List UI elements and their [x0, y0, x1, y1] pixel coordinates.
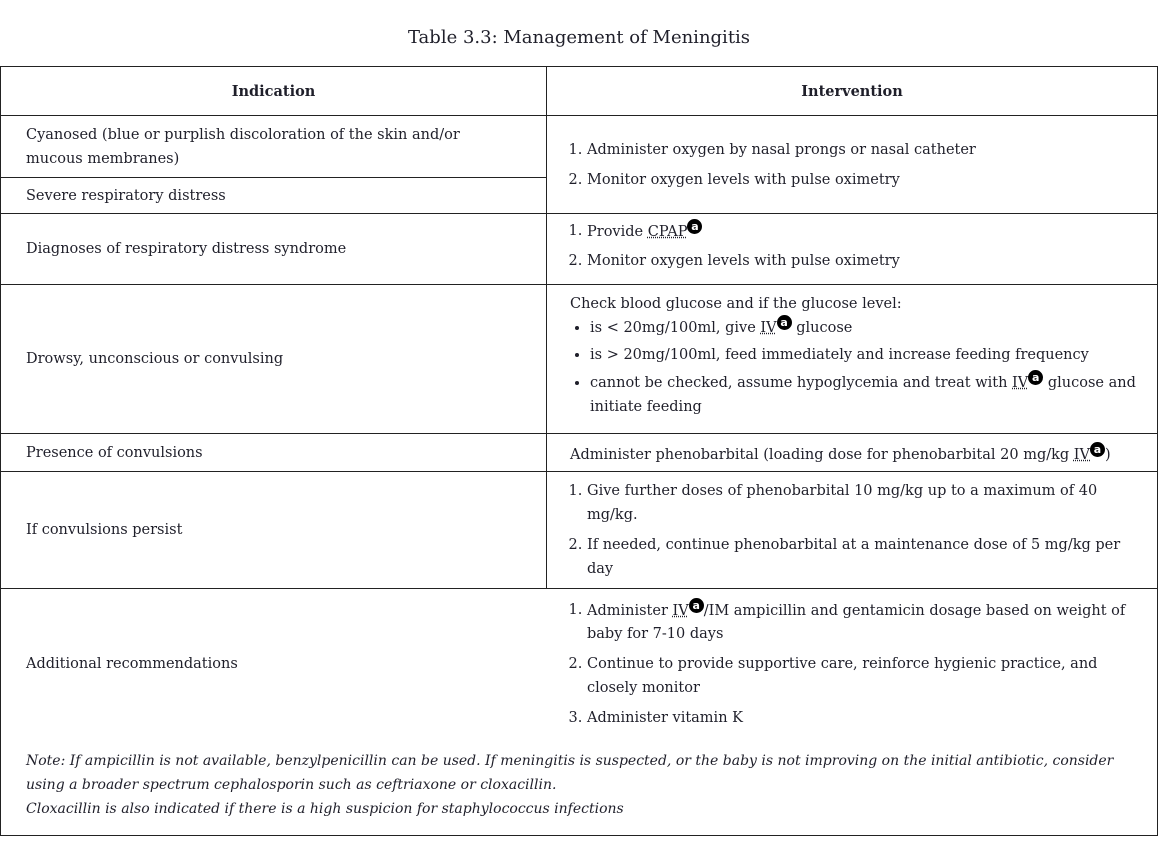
table-row: [1, 115, 1157, 213]
step: 3. Administer vitamin K: [587, 706, 1137, 730]
table-row: [1, 471, 1157, 588]
iv-abbr[interactable]: IV: [1012, 374, 1029, 391]
iv-abbr[interactable]: IV: [760, 320, 777, 336]
step: 1. Give further doses of phenobarbital 10 mg/kg up to a maximum of 40 mg/kg.: [587, 479, 1127, 527]
note-text: Note: If ampicillin is not available, benzylpenicillin can be used. If meningitis is suspected, or the baby is not improving on the initial antibiotic, consider using a broader spectrum cephalosporin such as ceftriaxone or cloxacillin.: [26, 753, 1114, 793]
indication-cell: Severe respiratory distress: [26, 187, 226, 204]
indication-cell: Diagnoses of respiratory distress syndrome: [1, 214, 547, 284]
step: 2. Monitor oxygen levels with pulse oximetry: [587, 168, 1157, 192]
header-intervention: Intervention: [801, 82, 903, 100]
table-row: [1, 588, 1157, 739]
badge-icon[interactable]: a: [1090, 442, 1105, 457]
indication-cell: Presence of convulsions: [1, 434, 547, 471]
indication-cell: Additional recommendations: [26, 656, 238, 672]
indication-cell: Drowsy, unconscious or convulsing: [1, 285, 547, 433]
badge-icon[interactable]: a: [689, 598, 704, 613]
step: 1. Administer oxygen by nasal prongs or nasal catheter: [587, 138, 1157, 162]
table-note: [1, 739, 1157, 835]
step: 2. If needed, continue phenobarbital at a maintenance dose of 5 mg/kg per day: [587, 533, 1127, 581]
table-header: [1, 67, 1157, 115]
table-title: Table 3.3: Management of Meningitis: [407, 27, 751, 48]
table-row: [1, 284, 1157, 433]
cpap-abbr[interactable]: CPAP: [647, 223, 688, 240]
management-table: [0, 66, 1158, 836]
badge-icon[interactable]: a: [1028, 370, 1043, 385]
iv-abbr[interactable]: IV: [672, 602, 689, 619]
step: 1. Administer IV a /IM ampicillin and gentamicin dosage based on weight of baby for 7-10 days: [587, 598, 1137, 647]
bullet: • cannot be checked, assume hypoglycemia and treat with IV a glucose and initiate feeding: [590, 370, 1157, 419]
iv-abbr[interactable]: IV: [1073, 446, 1090, 463]
step: 2. Continue to provide supportive care, reinforce hygienic practice, and closely monitor: [587, 652, 1137, 700]
intervention-text: Administer phenobarbital (loading dose for phenobarbital 20 mg/kg IV a ): [570, 443, 1111, 463]
step: 2. Monitor oxygen levels with pulse oximetry: [587, 249, 1157, 273]
note-text: Cloxacillin is also indicated if there is a high suspicion for staphylococcus infections: [26, 801, 624, 817]
table-row: [1, 433, 1157, 471]
badge-icon[interactable]: a: [777, 315, 792, 330]
header-indication: Indication: [1, 67, 547, 115]
badge-icon[interactable]: a: [687, 219, 702, 234]
bullet: • is > 20mg/100ml, feed immediately and increase feeding frequency: [590, 343, 1157, 367]
indication-cell: Cyanosed (blue or purplish discoloration of the skin and/or mucous membranes): [1, 116, 546, 178]
indication-cell: If convulsions persist: [1, 472, 547, 588]
bullet: • is < 20mg/100ml, give IV a glucose: [590, 315, 1157, 340]
table-row: [1, 213, 1157, 284]
intro-text: Check blood glucose and if the glucose level:: [570, 296, 902, 313]
step: 1. Provide CPAP a: [587, 219, 1157, 244]
